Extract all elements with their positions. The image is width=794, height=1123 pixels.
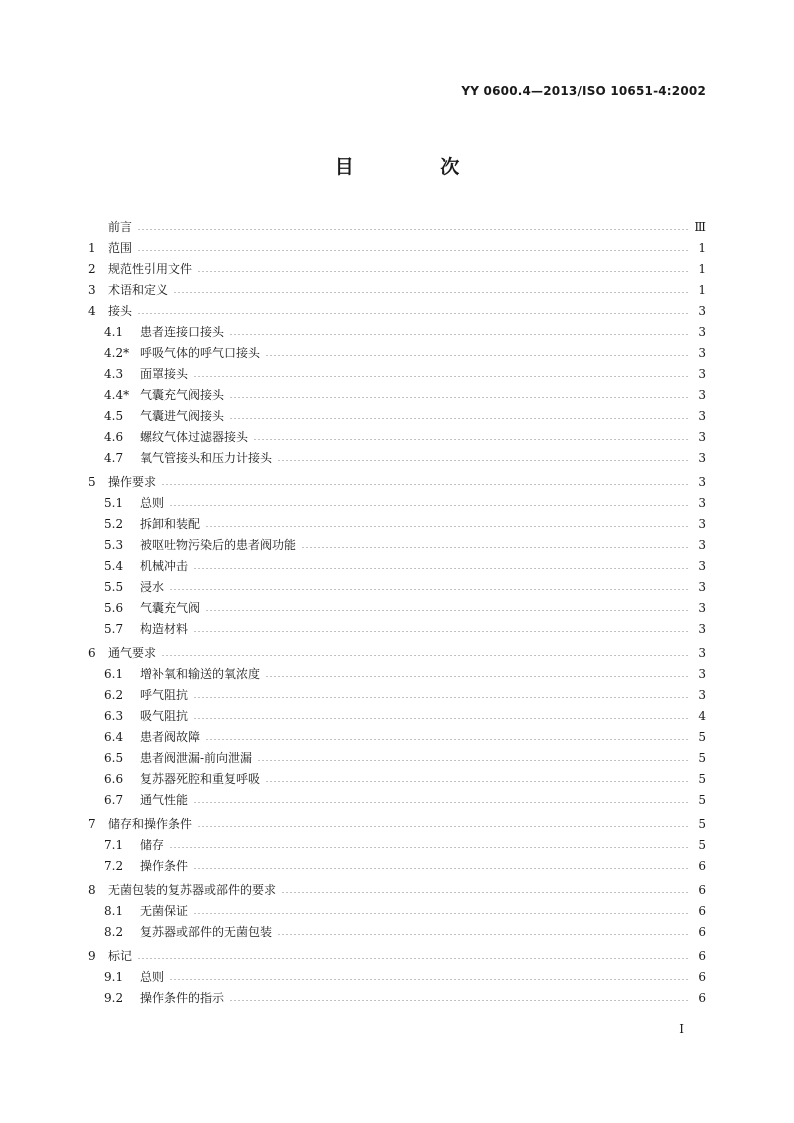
dot-leader — [229, 1000, 689, 1001]
toc-entry-number: 5.7 — [104, 622, 124, 636]
toc-entry[interactable] — [88, 535, 706, 555]
toc-entry-label: 气囊充气阀 — [140, 601, 201, 615]
toc-entry-number: 4.7 — [104, 451, 124, 465]
toc-entry-page: 3 — [698, 304, 706, 318]
dot-leader — [197, 826, 689, 827]
toc-entry-number: 8.1 — [104, 904, 124, 918]
toc-entry[interactable] — [88, 259, 706, 279]
toc-entry-number: 4.2* — [104, 346, 130, 360]
toc-entry-number: 6 — [88, 646, 96, 660]
toc-entry-label: 前言 — [108, 220, 133, 234]
toc-entry-label: 总则 — [140, 970, 165, 984]
toc-entry-label: 接头 — [108, 304, 133, 318]
toc-entry[interactable] — [88, 598, 706, 618]
toc-entry-label: 气囊进气阀接头 — [140, 409, 225, 423]
toc-entry-page: 3 — [698, 667, 706, 681]
dot-leader — [193, 376, 689, 377]
toc-entry-page: 1 — [698, 262, 706, 276]
toc-entry[interactable] — [88, 493, 706, 513]
toc-entry-number: 6.2 — [104, 688, 124, 702]
toc-entry[interactable] — [88, 238, 706, 258]
dot-leader — [193, 802, 689, 803]
toc-entry-label: 拆卸和装配 — [140, 517, 201, 531]
page-number: I — [679, 1022, 684, 1036]
toc-entry-page: 3 — [698, 688, 706, 702]
toc-entry-page: 3 — [698, 451, 706, 465]
toc-entry-number: 5.2 — [104, 517, 124, 531]
toc-entry[interactable] — [88, 685, 706, 705]
toc-entry[interactable] — [88, 643, 706, 663]
toc-entry-label: 气囊充气阀接头 — [140, 388, 225, 402]
toc-entry[interactable] — [88, 427, 706, 447]
toc-entry[interactable] — [88, 385, 706, 405]
dot-leader — [253, 439, 689, 440]
toc-entry-page: 1 — [698, 241, 706, 255]
dot-leader — [169, 589, 689, 590]
toc-entry-number: 5.1 — [104, 496, 124, 510]
toc-entry-page: 5 — [698, 772, 706, 786]
toc-entry-page: 5 — [698, 817, 706, 831]
toc-entry-page: 3 — [698, 430, 706, 444]
toc-entry[interactable] — [88, 988, 706, 1008]
toc-entry[interactable] — [88, 748, 706, 768]
toc-entry-number: 1 — [88, 241, 96, 255]
toc-entry[interactable] — [88, 922, 706, 942]
toc-entry-page: 3 — [698, 601, 706, 615]
toc-entry-label: 患者阀泄漏-前向泄漏 — [140, 751, 253, 765]
toc-entry[interactable] — [88, 406, 706, 426]
dot-leader — [193, 913, 689, 914]
toc-entry-page: 6 — [698, 904, 706, 918]
toc-entry-number: 7 — [88, 817, 96, 831]
dot-leader — [301, 547, 689, 548]
toc-entry-label: 面罩接头 — [140, 367, 189, 381]
toc-entry-page: 3 — [698, 538, 706, 552]
toc-entry-number: 2 — [88, 262, 96, 276]
toc-entry-label: 规范性引用文件 — [108, 262, 193, 276]
toc-entry-number: 4.1 — [104, 325, 124, 339]
toc-entry-label: 范围 — [108, 241, 133, 255]
toc-entry-number: 8.2 — [104, 925, 124, 939]
toc-entry-label: 储存和操作条件 — [108, 817, 193, 831]
toc-entry-label: 储存 — [140, 838, 165, 852]
toc-entry[interactable] — [88, 217, 706, 237]
toc-entry[interactable] — [88, 301, 706, 321]
toc-entry-page: 3 — [698, 646, 706, 660]
toc-entry-label: 复苏器死腔和重复呼吸 — [140, 772, 261, 786]
toc-entry-page: 3 — [698, 409, 706, 423]
toc-entry-label: 操作条件 — [140, 859, 189, 873]
toc-entry[interactable] — [88, 769, 706, 789]
toc-entry-label: 被呕吐物污染后的患者阀功能 — [140, 538, 297, 552]
dot-leader — [229, 418, 689, 419]
toc-entry-label: 患者连接口接头 — [140, 325, 225, 339]
toc-entry[interactable] — [88, 856, 706, 876]
toc-entry-label: 增补氧和输送的氧浓度 — [140, 667, 261, 681]
toc-entry-page: 3 — [698, 388, 706, 402]
dot-leader — [205, 739, 689, 740]
dot-leader — [197, 271, 689, 272]
dot-leader — [169, 847, 689, 848]
toc-entry-number: 9 — [88, 949, 96, 963]
toc-entry-number: 9.2 — [104, 991, 124, 1005]
toc-entry-page: Ⅲ — [694, 220, 706, 234]
dot-leader — [229, 397, 689, 398]
toc-entry-number: 6.6 — [104, 772, 124, 786]
toc-entry[interactable] — [88, 664, 706, 684]
dot-leader — [229, 334, 689, 335]
toc-entry[interactable] — [88, 280, 706, 300]
toc-entry-number: 5.6 — [104, 601, 124, 615]
toc-entry[interactable] — [88, 814, 706, 834]
toc-entry[interactable] — [88, 556, 706, 576]
toc-entry-label: 浸水 — [140, 580, 165, 594]
toc-entry-label: 标记 — [108, 949, 133, 963]
dot-leader — [257, 760, 689, 761]
toc-entry-number: 7.1 — [104, 838, 124, 852]
document-code: YY 0600.4—2013/ISO 10651-4:2002 — [461, 84, 706, 98]
toc-entry-page: 4 — [698, 709, 706, 723]
dot-leader — [193, 718, 689, 719]
toc-entry-label: 机械冲击 — [140, 559, 189, 573]
dot-leader — [277, 934, 689, 935]
toc-entry-number: 9.1 — [104, 970, 124, 984]
toc-entry-page: 3 — [698, 622, 706, 636]
toc-entry-label: 螺纹气体过滤器接头 — [140, 430, 249, 444]
toc-entry-page: 3 — [698, 475, 706, 489]
dot-leader — [161, 655, 689, 656]
toc-entry-page: 3 — [698, 517, 706, 531]
dot-leader — [169, 979, 689, 980]
toc-entry-number: 4.3 — [104, 367, 124, 381]
toc-entry-page: 6 — [698, 883, 706, 897]
toc-entry-page: 6 — [698, 991, 706, 1005]
toc-entry-page: 6 — [698, 970, 706, 984]
toc-entry[interactable] — [88, 577, 706, 597]
toc-entry-number: 4.5 — [104, 409, 124, 423]
toc-entry-label: 复苏器或部件的无菌包装 — [140, 925, 273, 939]
toc-entry-label: 操作要求 — [108, 475, 157, 489]
dot-leader — [265, 676, 689, 677]
dot-leader — [173, 292, 689, 293]
toc-entry[interactable] — [88, 472, 706, 492]
toc-entry[interactable] — [88, 343, 706, 363]
dot-leader — [161, 484, 689, 485]
toc-entry[interactable] — [88, 790, 706, 810]
toc-entry[interactable] — [88, 835, 706, 855]
toc-entry-page: 3 — [698, 580, 706, 594]
dot-leader — [137, 958, 689, 959]
toc-entry-number: 4.6 — [104, 430, 124, 444]
toc-entry-page: 6 — [698, 859, 706, 873]
toc-entry-number: 8 — [88, 883, 96, 897]
toc-entry-label: 吸气阻抗 — [140, 709, 189, 723]
toc-entry-page: 5 — [698, 838, 706, 852]
page-title: 目 次 — [334, 156, 500, 178]
dot-leader — [281, 892, 689, 893]
toc-entry[interactable] — [88, 880, 706, 900]
toc-entry-label: 通气性能 — [140, 793, 189, 807]
dot-leader — [277, 460, 689, 461]
toc-entry-label: 呼吸气体的呼气口接头 — [140, 346, 261, 360]
toc-entry-label: 患者阀故障 — [140, 730, 201, 744]
toc-entry[interactable] — [88, 946, 706, 966]
dot-leader — [205, 610, 689, 611]
toc-entry-number: 6.5 — [104, 751, 124, 765]
dot-leader — [193, 697, 689, 698]
toc-entry-label: 无菌包装的复苏器或部件的要求 — [108, 883, 277, 897]
toc-entry-number: 5.3 — [104, 538, 124, 552]
toc-entry-label: 通气要求 — [108, 646, 157, 660]
dot-leader — [137, 229, 689, 230]
toc-entry-number: 6.7 — [104, 793, 124, 807]
toc-entry-page: 5 — [698, 730, 706, 744]
toc-entry-number: 7.2 — [104, 859, 124, 873]
toc-entry-page: 3 — [698, 559, 706, 573]
toc-entry-page: 5 — [698, 751, 706, 765]
toc-entry-page: 3 — [698, 496, 706, 510]
toc-entry-label: 术语和定义 — [108, 283, 169, 297]
dot-leader — [193, 631, 689, 632]
toc-entry[interactable] — [88, 448, 706, 468]
dot-leader — [169, 505, 689, 506]
dot-leader — [137, 250, 689, 251]
toc-entry-page: 3 — [698, 325, 706, 339]
toc-entry-number: 6.1 — [104, 667, 124, 681]
toc-entry-label: 氧气管接头和压力计接头 — [140, 451, 273, 465]
toc-entry[interactable] — [88, 901, 706, 921]
toc-entry-label: 呼气阻抗 — [140, 688, 189, 702]
toc-entry-number: 4 — [88, 304, 96, 318]
toc-entry[interactable] — [88, 967, 706, 987]
toc-entry[interactable] — [88, 514, 706, 534]
toc-entry-label: 无菌保证 — [140, 904, 189, 918]
dot-leader — [205, 526, 689, 527]
toc-entry-page: 6 — [698, 925, 706, 939]
toc-entry[interactable] — [88, 364, 706, 384]
toc-entry-page: 6 — [698, 949, 706, 963]
toc-entry-label: 总则 — [140, 496, 165, 510]
toc-entry-number: 5.4 — [104, 559, 124, 573]
toc-entry-page: 3 — [698, 367, 706, 381]
toc-entry-page: 3 — [698, 346, 706, 360]
dot-leader — [193, 868, 689, 869]
toc-entry-number: 5.5 — [104, 580, 124, 594]
dot-leader — [137, 313, 689, 314]
dot-leader — [265, 355, 689, 356]
toc-entry-number: 3 — [88, 283, 96, 297]
toc-entry-number: 5 — [88, 475, 96, 489]
dot-leader — [193, 568, 689, 569]
toc-entry[interactable] — [88, 619, 706, 639]
toc-entry[interactable] — [88, 727, 706, 747]
toc-entry-page: 5 — [698, 793, 706, 807]
toc-entry-number: 6.4 — [104, 730, 124, 744]
toc-entry[interactable] — [88, 706, 706, 726]
toc-entry[interactable] — [88, 322, 706, 342]
toc-entry-number: 4.4* — [104, 388, 130, 402]
toc-entry-number: 6.3 — [104, 709, 124, 723]
dot-leader — [265, 781, 689, 782]
toc-entry-page: 1 — [698, 283, 706, 297]
toc-entry-label: 构造材料 — [140, 622, 189, 636]
toc-entry-label: 操作条件的指示 — [140, 991, 225, 1005]
